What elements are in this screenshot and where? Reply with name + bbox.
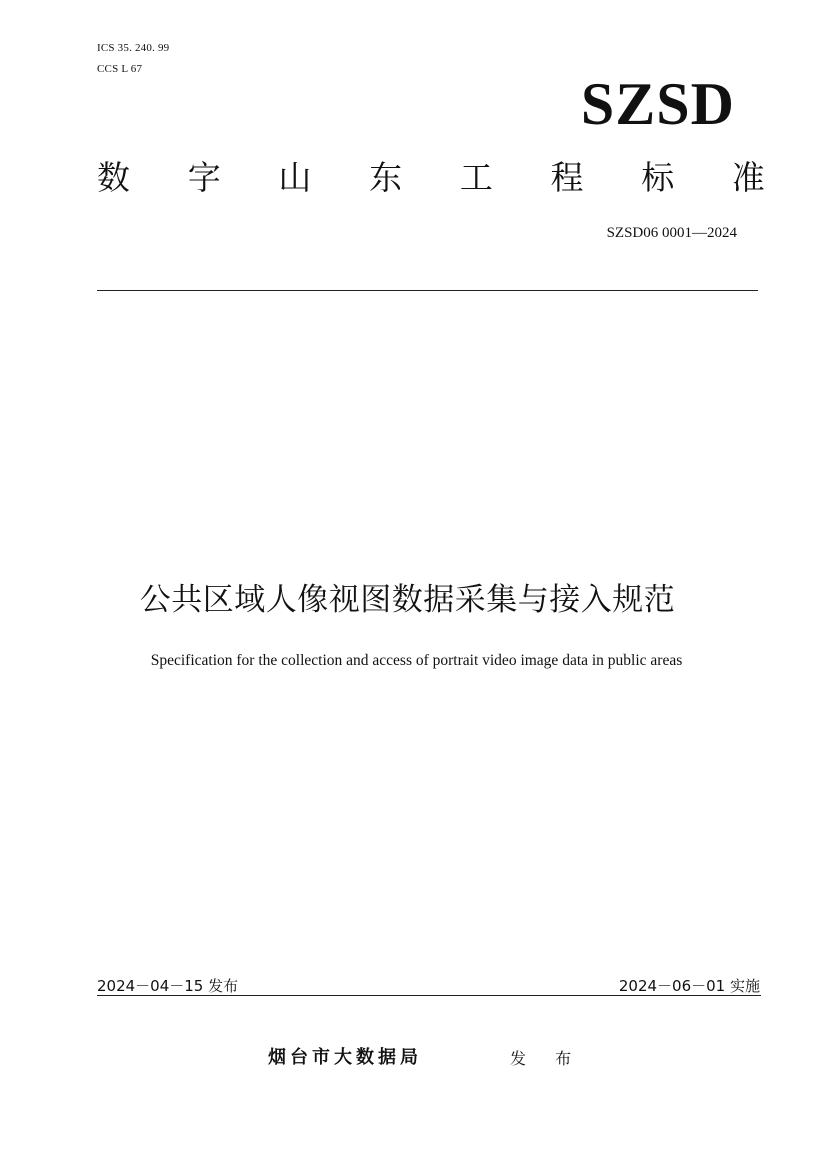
- series-name-char: 标: [641, 158, 675, 197]
- standard-series-code: SZSD: [580, 71, 735, 137]
- series-name-char: 字: [187, 158, 221, 197]
- header-divider: [97, 290, 758, 291]
- standard-series-name: [97, 158, 765, 198]
- publisher-name: 烟台市大数据局: [268, 1047, 422, 1068]
- series-name-char: 山: [278, 158, 312, 197]
- issue-date: 2024－04－15 发布: [97, 977, 239, 995]
- ccs-code: CCS L 67: [97, 63, 143, 75]
- document-title-chinese: 公共区域人像视图数据采集与接入规范: [139, 582, 676, 618]
- series-name-char: 工: [459, 158, 493, 197]
- series-name-char: 程: [550, 158, 584, 197]
- implementation-date: 2024－06－01 实施: [618, 977, 760, 995]
- dates-divider: [97, 995, 761, 996]
- series-name-char: 东: [369, 158, 403, 197]
- standard-number: SZSD06 0001—2024: [606, 225, 737, 241]
- publish-label: 发 布: [510, 1049, 584, 1068]
- ics-code: ICS 35. 240. 99: [97, 42, 170, 54]
- series-name-char: 数: [97, 158, 130, 197]
- series-name-char: 准: [731, 158, 765, 197]
- document-title-english: Specification for the collection and access of portrait video image data in public areas: [150, 652, 683, 669]
